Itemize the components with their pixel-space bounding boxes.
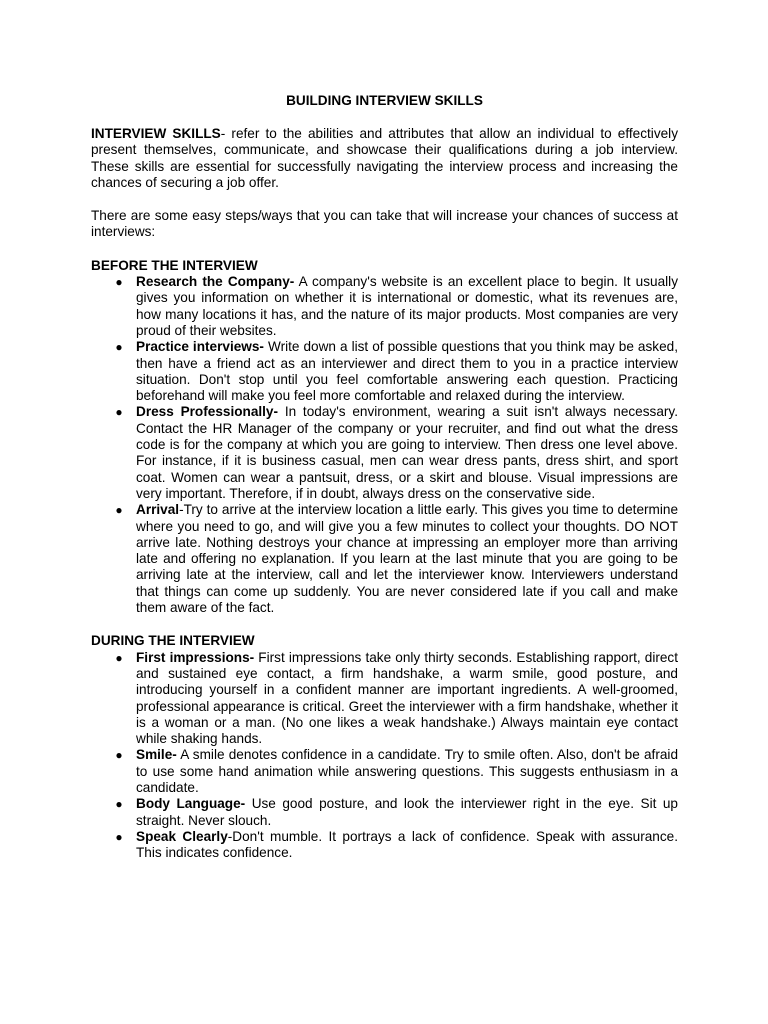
list-item-first-impressions bbox=[91, 650, 678, 748]
steps-intro-paragraph: There are some easy steps/ways that you can take that will increase your chances of success at interviews: bbox=[91, 208, 678, 240]
bullet-icon: ● bbox=[115, 650, 123, 665]
item-text: First impressions take only thirty seconds. Establishing rapport, direct and sustained eye contact, a firm handshake, a warm smile, good posture, and introducing yourself in a confident manner are important ingredients. A well-groomed, professional appearance is critical. Greet the interviewer with a firm handshake, whether it is a woman or a man. (No one likes a weak handshake.) Always maintain eye contact while shaking hands. bbox=[136, 649, 679, 747]
item-text: Use good posture, and look the interviewer right in the eye. Sit up straight. Never slouch. bbox=[136, 796, 678, 828]
item-term: Practice interviews- bbox=[136, 339, 264, 355]
section-heading-before: BEFORE THE INTERVIEW bbox=[91, 257, 258, 273]
bullet-icon: ● bbox=[115, 503, 123, 518]
during-interview-list bbox=[91, 650, 678, 862]
list-item-arrival bbox=[91, 502, 678, 616]
item-term: Research the Company- bbox=[136, 274, 295, 290]
document-page bbox=[91, 93, 678, 861]
document-title: BUILDING INTERVIEW SKILLS bbox=[286, 93, 483, 108]
item-text: A smile denotes confidence in a candidate. Try to smile often. Also, don't be afraid to use some hand animation while answering questions. This suggests enthusiasm in a candidate. bbox=[136, 747, 678, 795]
list-item-body-language bbox=[91, 796, 678, 829]
item-term: First impressions- bbox=[136, 649, 255, 665]
item-text: -Don't mumble. It portrays a lack of confidence. Speak with assurance. This indicates confidence. bbox=[136, 828, 679, 861]
item-text: Write down a list of possible questions that you think may be asked, then have a friend act as an interviewer and direct them to you in a practice interview situation. Don't stop until you feel comfortable answering each question. Practicing beforehand will make you feel more comfortable and relaxed during the interview. bbox=[136, 339, 678, 404]
list-item-research bbox=[91, 274, 678, 339]
section-heading-during: DURING THE INTERVIEW bbox=[91, 633, 255, 649]
item-text: A company's website is an excellent place to begin. It usually gives you information on whether it is international or domestic, what its revenues are, how many locations it has, and the nature of its major products. Most companies are very proud of their websites. bbox=[136, 274, 678, 338]
bullet-icon: ● bbox=[115, 748, 123, 763]
item-term: Body Language- bbox=[136, 796, 246, 812]
bullet-icon: ● bbox=[115, 405, 123, 420]
item-term: Smile- bbox=[136, 747, 177, 763]
intro-text: - refer to the abilities and attributes that allow an individual to effectively present themselves, communicate, and showcase their qualifications during a job interview. These skills are essential for successfully navigating the interview process and increasing the chances of securing a job offer. bbox=[91, 126, 678, 190]
list-item-practice bbox=[91, 339, 678, 404]
bullet-icon: ● bbox=[115, 797, 123, 812]
bullet-icon: ● bbox=[115, 340, 123, 355]
item-term: Dress Professionally- bbox=[136, 404, 279, 420]
list-item-dress bbox=[91, 404, 678, 502]
before-interview-list bbox=[91, 274, 678, 616]
list-item-smile bbox=[91, 747, 678, 796]
bullet-icon: ● bbox=[115, 275, 123, 290]
bullet-icon: ● bbox=[115, 829, 123, 844]
item-term: Speak Clearly bbox=[136, 828, 228, 844]
item-text: -Try to arrive at the interview location a little early. This gives you time to determine where you need to go, and will give you a few minutes to collect your thoughts. DO NOT arrive late. Nothing destroys your chance at impressing an employer more than arriving late and offering no explanation. If you learn at the last minute that you are going to be arriving late at the interview, call and let the interviewer know. Interviewers understand that things can come up suddenly. You are never considered late if you call and make them aware of the fact. bbox=[136, 502, 678, 616]
intro-term: INTERVIEW SKILLS bbox=[91, 126, 221, 141]
item-text: In today's environment, wearing a suit isn't always necessary. Contact the HR Manager of the company or your recruiter, and find out what the dress code is for the company at which you are going to interview. Then dress one level above. For instance, if it is business casual, men can wear dress pants, dress shirt, and sport coat. Women can wear a pantsuit, dress, or a skirt and blouse. Visual impressions are very important. Therefore, if in doubt, always dress on the conservative side. bbox=[136, 404, 678, 501]
intro-paragraph bbox=[91, 126, 678, 191]
item-term: Arrival bbox=[136, 502, 180, 518]
list-item-speak-clearly bbox=[91, 829, 678, 862]
